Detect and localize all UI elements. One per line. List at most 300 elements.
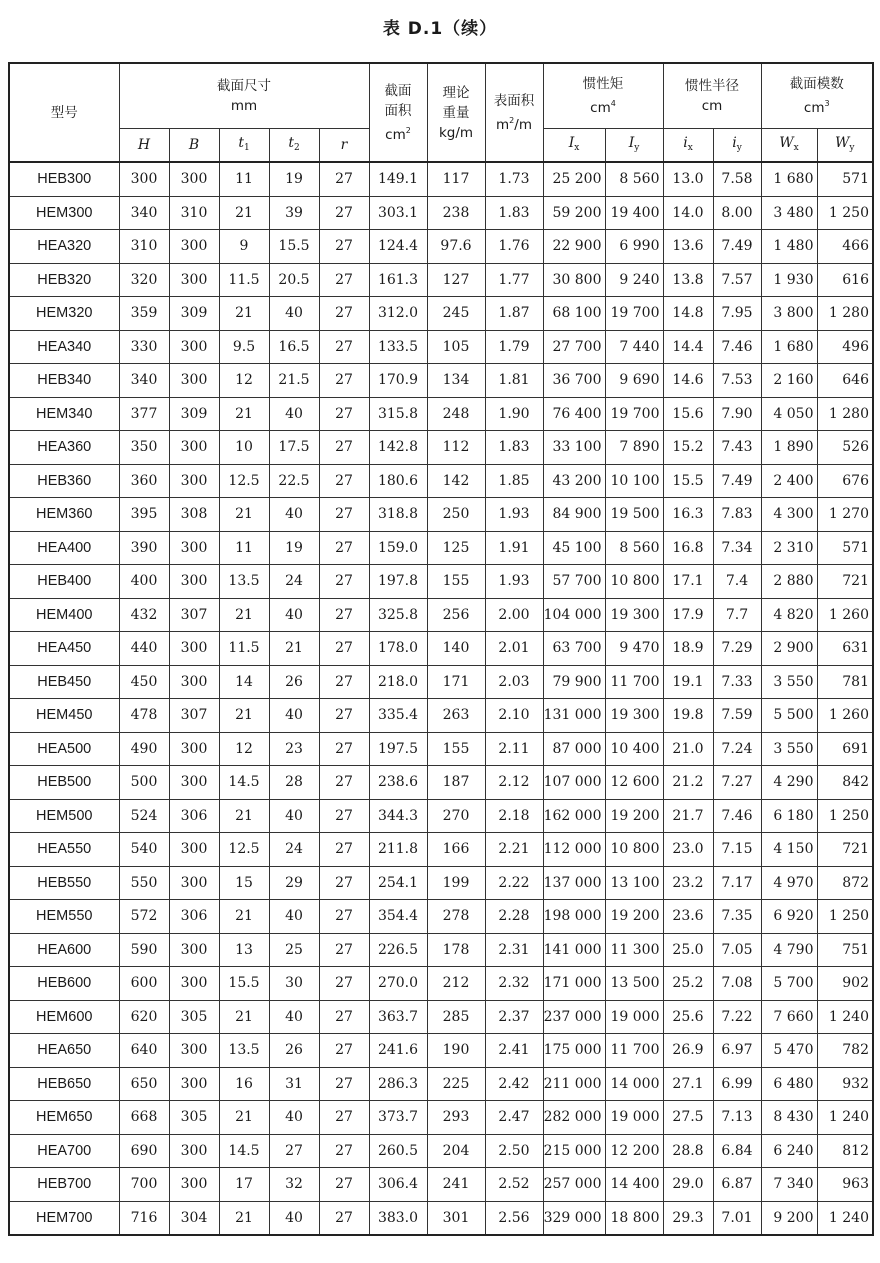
cell-Iy: 10 800 [605, 833, 663, 867]
cell-Wx: 4 050 [761, 397, 817, 431]
header-r: r [319, 129, 369, 163]
cell-r: 27 [319, 598, 369, 632]
cell-ix: 25.0 [663, 933, 713, 967]
cell-area: 178.0 [369, 632, 427, 666]
cell-model: HEM400 [9, 598, 119, 632]
cell-area: 260.5 [369, 1134, 427, 1168]
cell-Wy: 932 [817, 1067, 873, 1101]
cell-t1: 21 [219, 699, 269, 733]
cell-weight: 155 [427, 732, 485, 766]
cell-Wx: 4 300 [761, 498, 817, 532]
cell-H: 390 [119, 531, 169, 565]
cell-B: 305 [169, 1000, 219, 1034]
cell-Wx: 2 310 [761, 531, 817, 565]
cell-Wy: 1 250 [817, 196, 873, 230]
table-row [9, 531, 873, 565]
cell-Ix: 282 000 [543, 1101, 605, 1135]
cell-B: 300 [169, 464, 219, 498]
cell-model: HEM360 [9, 498, 119, 532]
cell-Wy: 1 280 [817, 397, 873, 431]
cell-ix: 14.4 [663, 330, 713, 364]
cell-Iy: 9 470 [605, 632, 663, 666]
cell-weight: 166 [427, 833, 485, 867]
cell-Iy: 19 300 [605, 699, 663, 733]
cell-surface: 1.93 [485, 565, 543, 599]
table-row [9, 263, 873, 297]
cell-iy: 7.49 [713, 230, 761, 264]
table-row [9, 1168, 873, 1202]
cell-surface: 2.37 [485, 1000, 543, 1034]
table-row [9, 766, 873, 800]
cell-H: 490 [119, 732, 169, 766]
cell-area: 124.4 [369, 230, 427, 264]
cell-iy: 7.17 [713, 866, 761, 900]
cell-ix: 14.8 [663, 297, 713, 331]
cell-area: 312.0 [369, 297, 427, 331]
cell-t2: 39 [269, 196, 319, 230]
cell-ix: 23.0 [663, 833, 713, 867]
cell-Wx: 1 680 [761, 330, 817, 364]
cell-iy: 7.59 [713, 699, 761, 733]
cell-weight: 225 [427, 1067, 485, 1101]
cell-Ix: 57 700 [543, 565, 605, 599]
cell-H: 690 [119, 1134, 169, 1168]
cell-surface: 2.42 [485, 1067, 543, 1101]
cell-surface: 2.10 [485, 699, 543, 733]
cell-model: HEA400 [9, 531, 119, 565]
cell-H: 716 [119, 1201, 169, 1235]
header-surface-area: 表面积 $m^2/m$ [485, 63, 543, 162]
cell-Wy: 571 [817, 162, 873, 196]
cell-Ix: 112 000 [543, 833, 605, 867]
cell-Wx: 2 400 [761, 464, 817, 498]
cell-iy: 7.95 [713, 297, 761, 331]
cell-area: 161.3 [369, 263, 427, 297]
cell-weight: 278 [427, 900, 485, 934]
cell-Iy: 13 100 [605, 866, 663, 900]
cell-t1: 21 [219, 297, 269, 331]
cell-Ix: 215 000 [543, 1134, 605, 1168]
cell-H: 377 [119, 397, 169, 431]
cell-area: 286.3 [369, 1067, 427, 1101]
cell-Wx: 9 200 [761, 1201, 817, 1235]
cell-B: 307 [169, 598, 219, 632]
header-Wy: $W_y$ [817, 129, 873, 163]
header-radius-of-gyration: 惯性半径 cm [663, 63, 761, 129]
cell-Wy: 1 240 [817, 1000, 873, 1034]
cell-t2: 21 [269, 632, 319, 666]
cell-t2: 19 [269, 531, 319, 565]
cell-t2: 40 [269, 1201, 319, 1235]
cell-Wx: 4 820 [761, 598, 817, 632]
cell-t1: 15.5 [219, 967, 269, 1001]
cell-Iy: 18 800 [605, 1201, 663, 1235]
cell-t1: 13.5 [219, 1034, 269, 1068]
cell-t1: 12 [219, 364, 269, 398]
cell-model: HEA500 [9, 732, 119, 766]
cell-model: HEB320 [9, 263, 119, 297]
cell-Iy: 19 700 [605, 397, 663, 431]
cell-t1: 14.5 [219, 1134, 269, 1168]
cell-r: 27 [319, 967, 369, 1001]
table-row [9, 1134, 873, 1168]
cell-t1: 21 [219, 900, 269, 934]
table-row [9, 397, 873, 431]
header-Wx: $W_x$ [761, 129, 817, 163]
cell-t2: 19 [269, 162, 319, 196]
cell-model: HEA550 [9, 833, 119, 867]
cell-Iy: 19 500 [605, 498, 663, 532]
cell-H: 572 [119, 900, 169, 934]
cell-r: 27 [319, 699, 369, 733]
cell-r: 27 [319, 498, 369, 532]
cell-t2: 27 [269, 1134, 319, 1168]
cell-Wy: 496 [817, 330, 873, 364]
cell-r: 27 [319, 732, 369, 766]
cell-iy: 7.58 [713, 162, 761, 196]
cell-Wx: 3 550 [761, 732, 817, 766]
cell-model: HEB300 [9, 162, 119, 196]
cell-weight: 241 [427, 1168, 485, 1202]
cell-Wx: 4 790 [761, 933, 817, 967]
cell-surface: 2.22 [485, 866, 543, 900]
table-row [9, 498, 873, 532]
cell-B: 307 [169, 699, 219, 733]
cell-H: 432 [119, 598, 169, 632]
cell-t1: 14 [219, 665, 269, 699]
cell-Wy: 631 [817, 632, 873, 666]
cell-Iy: 12 600 [605, 766, 663, 800]
cell-t1: 11.5 [219, 632, 269, 666]
cell-H: 440 [119, 632, 169, 666]
cell-Iy: 8 560 [605, 162, 663, 196]
cell-r: 27 [319, 1134, 369, 1168]
cell-model: HEB550 [9, 866, 119, 900]
cell-model: HEA700 [9, 1134, 119, 1168]
cell-Ix: 68 100 [543, 297, 605, 331]
cell-Iy: 19 200 [605, 799, 663, 833]
cell-Ix: 22 900 [543, 230, 605, 264]
cell-Wy: 1 270 [817, 498, 873, 532]
cell-ix: 14.0 [663, 196, 713, 230]
cell-t2: 20.5 [269, 263, 319, 297]
cell-Ix: 329 000 [543, 1201, 605, 1235]
cell-Wx: 1 680 [761, 162, 817, 196]
cell-H: 478 [119, 699, 169, 733]
cell-t1: 21 [219, 397, 269, 431]
cell-surface: 2.47 [485, 1101, 543, 1135]
cell-H: 359 [119, 297, 169, 331]
cell-B: 309 [169, 297, 219, 331]
cell-weight: 250 [427, 498, 485, 532]
cell-Wx: 4 970 [761, 866, 817, 900]
cell-surface: 2.31 [485, 933, 543, 967]
cell-weight: 238 [427, 196, 485, 230]
cell-Wy: 616 [817, 263, 873, 297]
cell-area: 344.3 [369, 799, 427, 833]
cell-iy: 7.46 [713, 330, 761, 364]
cell-B: 306 [169, 900, 219, 934]
header-Iy: $I_y$ [605, 129, 663, 163]
cell-B: 300 [169, 1034, 219, 1068]
cell-B: 310 [169, 196, 219, 230]
cell-iy: 7.33 [713, 665, 761, 699]
cell-weight: 285 [427, 1000, 485, 1034]
cell-t2: 24 [269, 565, 319, 599]
cell-H: 540 [119, 833, 169, 867]
cell-Ix: 257 000 [543, 1168, 605, 1202]
cell-Iy: 19 300 [605, 598, 663, 632]
cell-iy: 6.99 [713, 1067, 761, 1101]
cell-t2: 25 [269, 933, 319, 967]
cell-Ix: 59 200 [543, 196, 605, 230]
cell-surface: 1.83 [485, 431, 543, 465]
cell-ix: 16.3 [663, 498, 713, 532]
cell-iy: 7.49 [713, 464, 761, 498]
cell-weight: 212 [427, 967, 485, 1001]
cell-Wx: 6 920 [761, 900, 817, 934]
cell-Ix: 87 000 [543, 732, 605, 766]
cell-Ix: 237 000 [543, 1000, 605, 1034]
cell-t2: 40 [269, 1000, 319, 1034]
cell-r: 27 [319, 330, 369, 364]
cell-ix: 29.3 [663, 1201, 713, 1235]
cell-model: HEM450 [9, 699, 119, 733]
cell-t2: 32 [269, 1168, 319, 1202]
cell-model: HEA650 [9, 1034, 119, 1068]
cell-model: HEM600 [9, 1000, 119, 1034]
table-row [9, 598, 873, 632]
cell-t1: 21 [219, 196, 269, 230]
table-row [9, 866, 873, 900]
cell-ix: 19.8 [663, 699, 713, 733]
cell-ix: 23.6 [663, 900, 713, 934]
cell-t1: 21 [219, 1101, 269, 1135]
cell-model: HEM700 [9, 1201, 119, 1235]
cell-t2: 40 [269, 598, 319, 632]
cell-r: 27 [319, 162, 369, 196]
cell-H: 340 [119, 196, 169, 230]
cell-Wy: 466 [817, 230, 873, 264]
cell-model: HEM320 [9, 297, 119, 331]
cell-ix: 27.5 [663, 1101, 713, 1135]
cell-B: 300 [169, 565, 219, 599]
cell-Iy: 6 990 [605, 230, 663, 264]
cell-r: 27 [319, 1168, 369, 1202]
cell-area: 218.0 [369, 665, 427, 699]
cell-Wx: 6 480 [761, 1067, 817, 1101]
cell-H: 300 [119, 162, 169, 196]
cell-area: 315.8 [369, 397, 427, 431]
cell-area: 335.4 [369, 699, 427, 733]
cell-area: 254.1 [369, 866, 427, 900]
cell-weight: 301 [427, 1201, 485, 1235]
cell-H: 650 [119, 1067, 169, 1101]
cell-Ix: 198 000 [543, 900, 605, 934]
cell-surface: 2.18 [485, 799, 543, 833]
cell-surface: 2.28 [485, 900, 543, 934]
cell-H: 550 [119, 866, 169, 900]
cell-ix: 25.6 [663, 1000, 713, 1034]
cell-t2: 40 [269, 799, 319, 833]
cell-surface: 1.93 [485, 498, 543, 532]
table-row [9, 1000, 873, 1034]
cell-area: 149.1 [369, 162, 427, 196]
cell-area: 159.0 [369, 531, 427, 565]
table-row [9, 565, 873, 599]
cell-iy: 7.22 [713, 1000, 761, 1034]
cell-ix: 28.8 [663, 1134, 713, 1168]
cell-t2: 40 [269, 900, 319, 934]
cell-weight: 248 [427, 397, 485, 431]
cell-iy: 7.34 [713, 531, 761, 565]
cell-B: 300 [169, 967, 219, 1001]
cell-ix: 17.9 [663, 598, 713, 632]
cell-Ix: 211 000 [543, 1067, 605, 1101]
cell-Ix: 107 000 [543, 766, 605, 800]
header-ix: $i_x$ [663, 129, 713, 163]
cell-H: 400 [119, 565, 169, 599]
cell-Ix: 79 900 [543, 665, 605, 699]
cell-t2: 40 [269, 699, 319, 733]
cell-Wy: 1 260 [817, 598, 873, 632]
table-row [9, 967, 873, 1001]
cell-Wx: 4 290 [761, 766, 817, 800]
cell-r: 27 [319, 196, 369, 230]
cell-H: 395 [119, 498, 169, 532]
cell-t1: 12.5 [219, 464, 269, 498]
cell-Ix: 175 000 [543, 1034, 605, 1068]
cell-H: 320 [119, 263, 169, 297]
cell-Iy: 19 200 [605, 900, 663, 934]
cell-t1: 21 [219, 498, 269, 532]
cell-B: 300 [169, 766, 219, 800]
cell-area: 180.6 [369, 464, 427, 498]
cell-ix: 21.7 [663, 799, 713, 833]
cell-ix: 29.0 [663, 1168, 713, 1202]
cell-t1: 16 [219, 1067, 269, 1101]
cell-H: 340 [119, 364, 169, 398]
section-properties-table [8, 62, 874, 1236]
cell-Ix: 104 000 [543, 598, 605, 632]
cell-surface: 1.90 [485, 397, 543, 431]
cell-B: 309 [169, 397, 219, 431]
cell-iy: 7.83 [713, 498, 761, 532]
cell-iy: 7.24 [713, 732, 761, 766]
cell-t1: 11.5 [219, 263, 269, 297]
cell-Wy: 1 280 [817, 297, 873, 331]
cell-Wy: 963 [817, 1168, 873, 1202]
cell-weight: 256 [427, 598, 485, 632]
cell-model: HEB340 [9, 364, 119, 398]
cell-Iy: 10 400 [605, 732, 663, 766]
cell-r: 27 [319, 431, 369, 465]
cell-weight: 263 [427, 699, 485, 733]
cell-Wx: 1 890 [761, 431, 817, 465]
cell-t1: 21 [219, 1000, 269, 1034]
cell-area: 197.5 [369, 732, 427, 766]
cell-Wy: 676 [817, 464, 873, 498]
cell-r: 27 [319, 531, 369, 565]
cell-surface: 1.87 [485, 297, 543, 331]
cell-B: 304 [169, 1201, 219, 1235]
cell-surface: 1.81 [485, 364, 543, 398]
cell-weight: 270 [427, 799, 485, 833]
cell-model: HEB650 [9, 1067, 119, 1101]
cell-ix: 25.2 [663, 967, 713, 1001]
cell-ix: 27.1 [663, 1067, 713, 1101]
cell-r: 27 [319, 364, 369, 398]
cell-r: 27 [319, 632, 369, 666]
cell-weight: 134 [427, 364, 485, 398]
cell-model: HEB500 [9, 766, 119, 800]
cell-t1: 11 [219, 162, 269, 196]
cell-area: 270.0 [369, 967, 427, 1001]
cell-area: 354.4 [369, 900, 427, 934]
cell-surface: 2.50 [485, 1134, 543, 1168]
cell-surface: 1.85 [485, 464, 543, 498]
cell-t1: 13 [219, 933, 269, 967]
cell-Iy: 11 300 [605, 933, 663, 967]
cell-r: 27 [319, 799, 369, 833]
cell-iy: 7.43 [713, 431, 761, 465]
table-row [9, 900, 873, 934]
cell-Iy: 10 100 [605, 464, 663, 498]
cell-area: 318.8 [369, 498, 427, 532]
cell-Ix: 33 100 [543, 431, 605, 465]
cell-iy: 7.01 [713, 1201, 761, 1235]
cell-B: 305 [169, 1101, 219, 1135]
cell-surface: 2.00 [485, 598, 543, 632]
cell-Wx: 3 800 [761, 297, 817, 331]
cell-Iy: 12 200 [605, 1134, 663, 1168]
cell-surface: 2.52 [485, 1168, 543, 1202]
cell-B: 300 [169, 732, 219, 766]
cell-B: 300 [169, 1168, 219, 1202]
table-row [9, 364, 873, 398]
cell-t2: 21.5 [269, 364, 319, 398]
cell-Ix: 63 700 [543, 632, 605, 666]
cell-B: 300 [169, 431, 219, 465]
cell-surface: 1.91 [485, 531, 543, 565]
cell-surface: 1.77 [485, 263, 543, 297]
cell-Ix: 27 700 [543, 330, 605, 364]
cell-model: HEB450 [9, 665, 119, 699]
cell-r: 27 [319, 1067, 369, 1101]
cell-model: HEA340 [9, 330, 119, 364]
cell-r: 27 [319, 933, 369, 967]
cell-Wx: 2 880 [761, 565, 817, 599]
table-body [9, 162, 873, 1235]
cell-model: HEM550 [9, 900, 119, 934]
cell-weight: 178 [427, 933, 485, 967]
cell-weight: 293 [427, 1101, 485, 1135]
cell-t2: 40 [269, 498, 319, 532]
cell-t2: 40 [269, 397, 319, 431]
cell-B: 300 [169, 531, 219, 565]
cell-H: 600 [119, 967, 169, 1001]
cell-B: 306 [169, 799, 219, 833]
header-H: H [119, 129, 169, 163]
cell-H: 620 [119, 1000, 169, 1034]
cell-Wy: 526 [817, 431, 873, 465]
cell-weight: 117 [427, 162, 485, 196]
cell-iy: 7.13 [713, 1101, 761, 1135]
cell-iy: 8.00 [713, 196, 761, 230]
cell-Wy: 646 [817, 364, 873, 398]
cell-Iy: 14 400 [605, 1168, 663, 1202]
cell-Wy: 721 [817, 833, 873, 867]
